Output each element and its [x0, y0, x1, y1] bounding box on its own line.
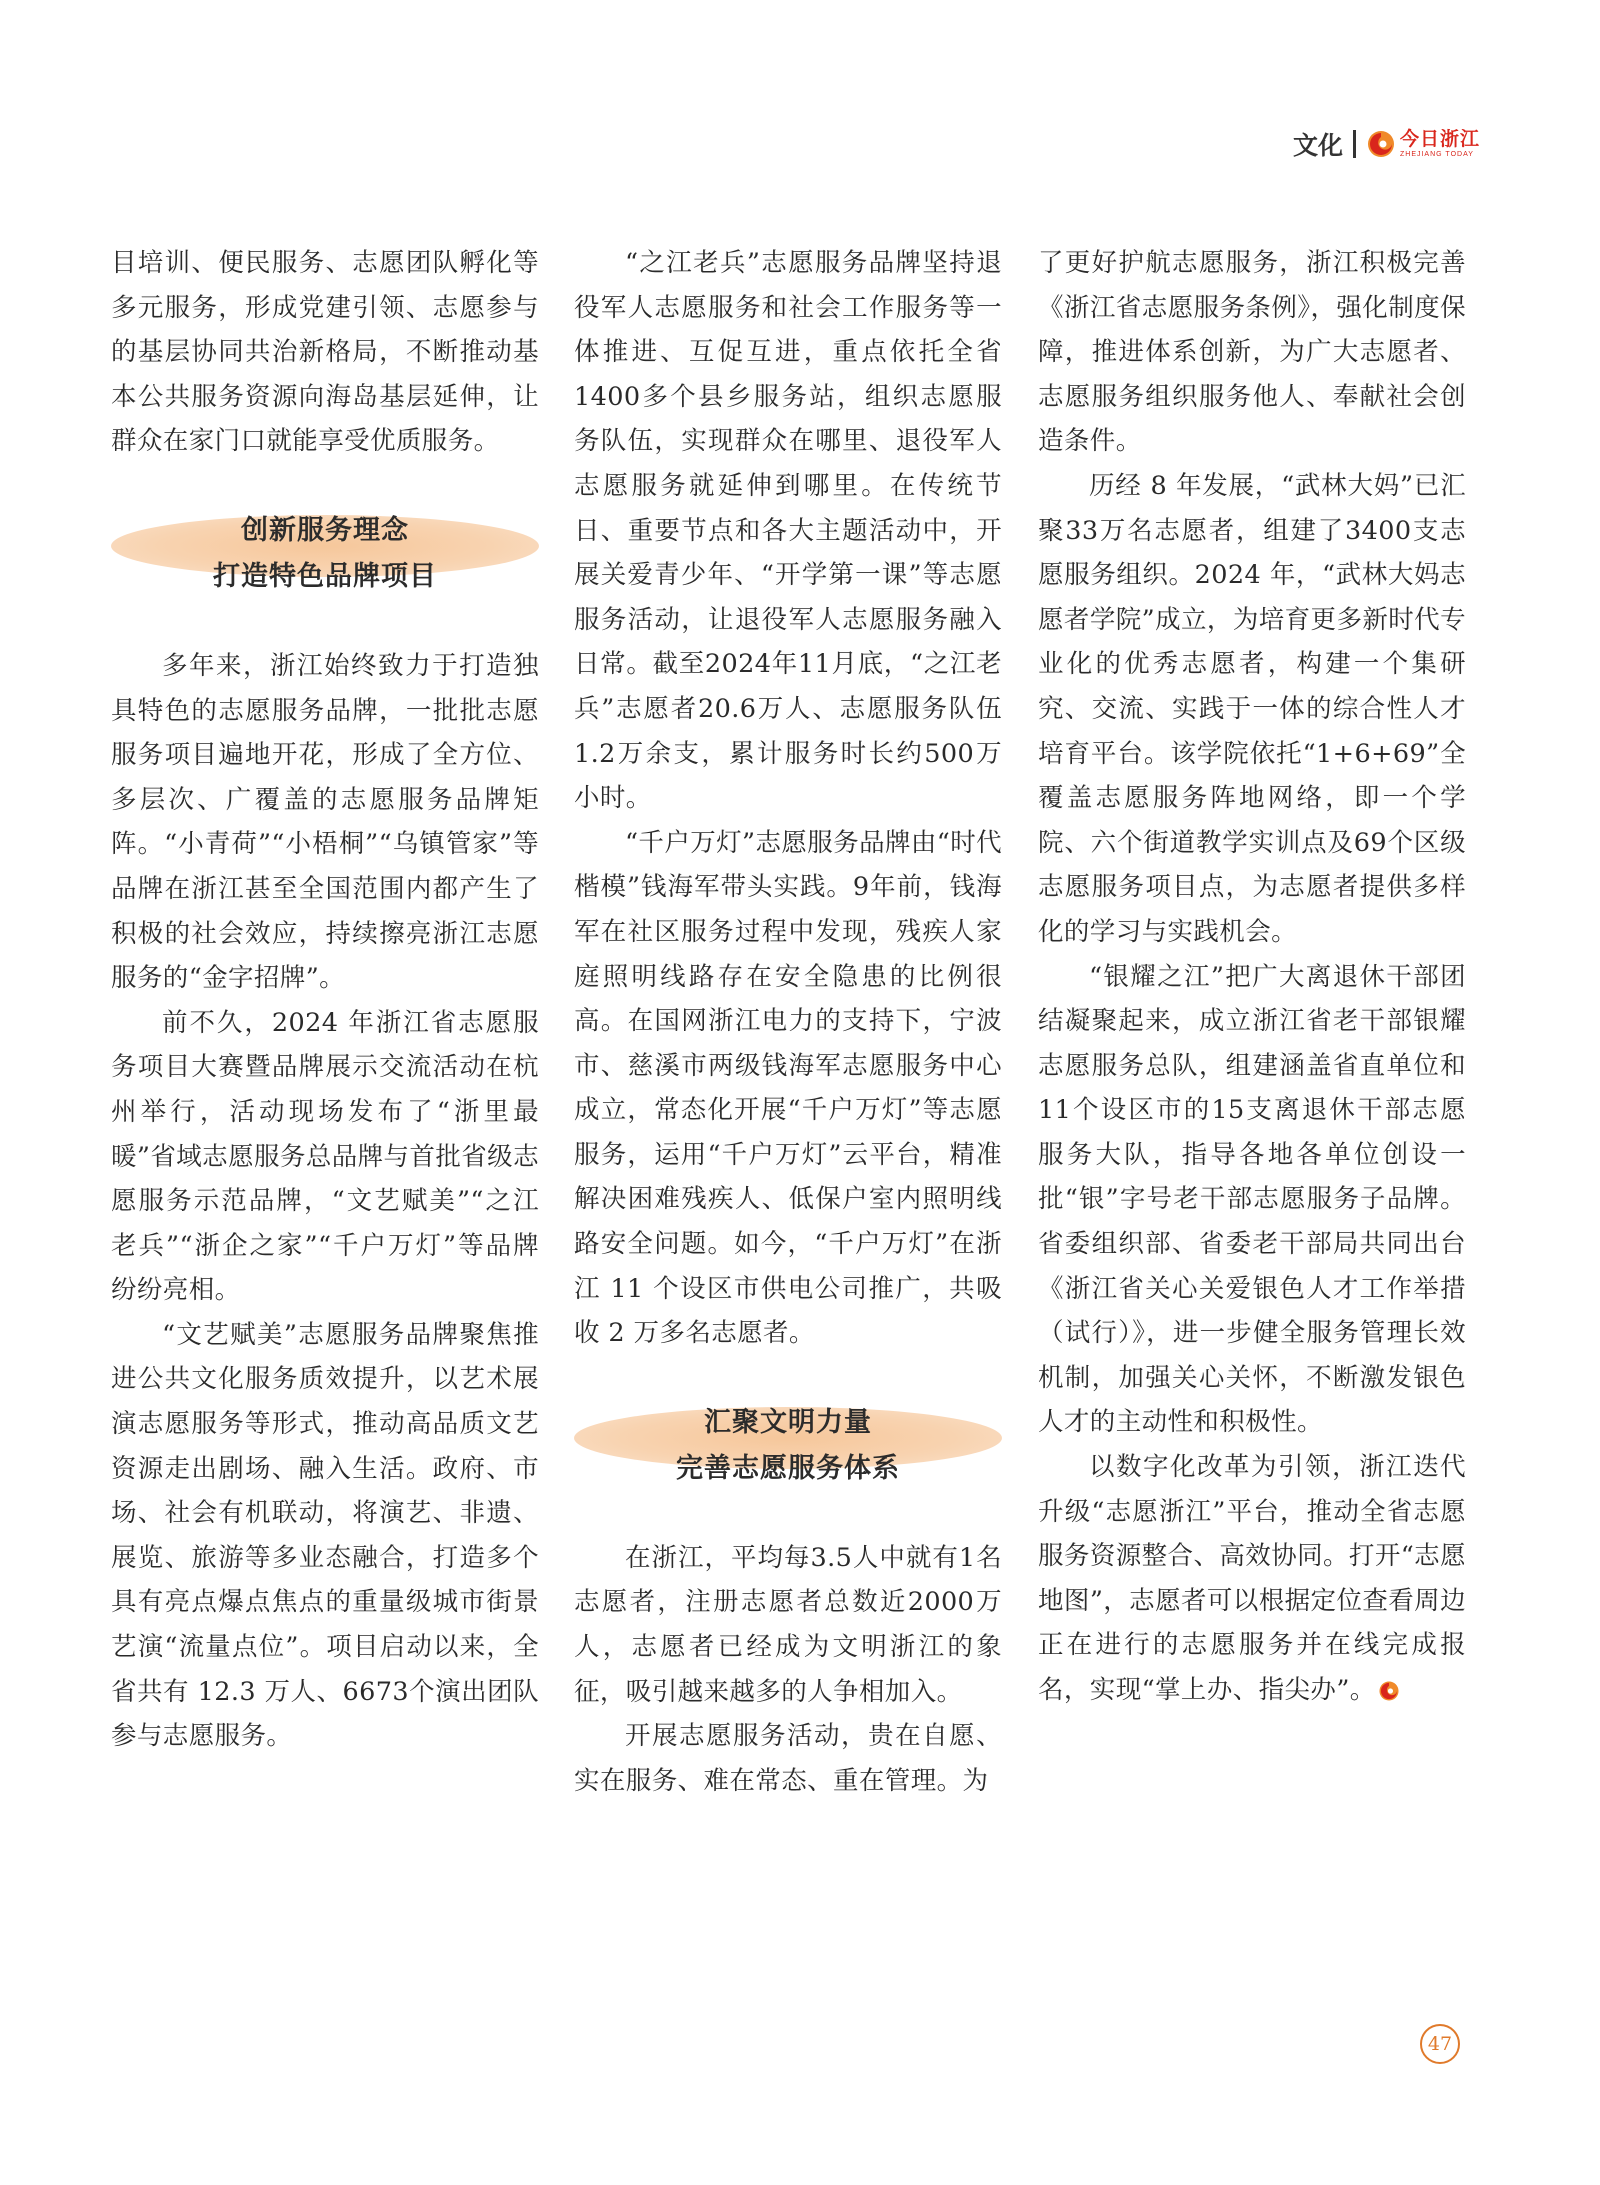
body-paragraph — [574, 1714, 1002, 1803]
paragraph-text: 以数字化改革为引领，浙江迭代升级“志愿浙江”平台，推动全省志愿服务资源整合、高效协同。打开“志愿地图”，志愿者可以根据定位查看周边正在进行的志愿服务并在线完成报名，实现“掌上办、指尖办”。 — [1038, 1452, 1466, 1705]
logo-subtitle: ZHEJIANG TODAY — [1399, 151, 1474, 158]
section-heading — [111, 508, 539, 600]
paragraph-text: 目培训、便民服务、志愿团队孵化等多元服务，形成党建引领、志愿参与的基层协同共治新格局，不断推动基本公共服务资源向海岛基层延伸，让群众在家门口就能享受优质服务。 — [111, 248, 539, 457]
body-paragraph — [1038, 1445, 1466, 1713]
body-paragraph — [111, 644, 539, 1001]
body-paragraph — [574, 241, 1002, 821]
body-paragraph — [111, 1001, 539, 1313]
body-paragraph — [1038, 241, 1466, 464]
body-paragraph — [574, 1536, 1002, 1714]
paragraph-text: “银耀之江”把广大离退休干部团结凝聚起来，成立浙江省老干部银耀志愿服务总队，组建涵盖省直单位和11个设区市的15支离退休干部志愿服务大队，指导各地各单位创设一批“银”字号老干部志愿服务子品牌。省委组织部、省委老干部局共同出台《浙江省关心关爱银色人才工作举措（试行）》，进一步健全服务管理长效机制，加强关心关怀，不断激发银色人才的主动性和积极性。 — [1038, 961, 1466, 1438]
article-end-icon — [1378, 1680, 1400, 1702]
text-column-3 — [1038, 241, 1466, 1713]
heading-line: 汇聚文明力量 — [704, 1406, 872, 1438]
logo-swirl-icon — [1366, 129, 1396, 159]
body-paragraph — [111, 241, 539, 464]
paragraph-text: 多年来，浙江始终致力于打造独具特色的志愿服务品牌，一批批志愿服务项目遍地开花，形成了全方位、多层次、广覆盖的志愿服务品牌矩阵。“小青荷”“小梧桐”“乌镇管家”等品牌在浙江甚至全国范围内都产生了积极的社会效应，持续擦亮浙江志愿服务的“金字招牌”。 — [111, 650, 539, 994]
text-column-2 — [574, 241, 1002, 1803]
header-divider — [1353, 130, 1356, 158]
paragraph-text: 开展志愿服务活动，贵在自愿、实在服务、难在常态、重在管理。为 — [574, 1721, 1002, 1796]
paragraph-text: 前不久，2024 年浙江省志愿服务项目大赛暨品牌展示交流活动在杭州举行，活动现场发布了“浙里最暖”省域志愿服务总品牌与首批省级志愿服务示范品牌，“文艺赋美”“之江老兵”“浙企之家”“千户万灯”等品牌纷纷亮相。 — [111, 1007, 539, 1306]
paragraph-text: 历经 8 年发展，“武林大妈”已汇聚33万名志愿者，组建了3400支志愿服务组织。2024 年，“武林大妈志愿者学院”成立，为培育更多新时代专业化的优秀志愿者，构建一个集研究、交流、实践于一体的综合性人才培育平台。该学院依托“1+6+69”全覆盖志愿服务阵地网络，即一个学院、六个街道教学实训点及69个区级志愿服务项目点，为志愿者提供多样化的学习与实践机会。 — [1038, 470, 1466, 947]
paragraph-text: 在浙江，平均每3.5人中就有1名志愿者，注册志愿者总数近2000万人，志愿者已经成为文明浙江的象征，吸引越来越多的人争相加入。 — [574, 1542, 1002, 1707]
paragraph-text: 了更好护航志愿服务，浙江积极完善《浙江省志愿服务条例》，强化制度保障，推进体系创新，为广大志愿者、志愿服务组织服务他人、奉献社会创造条件。 — [1038, 248, 1466, 457]
paragraph-text: “文艺赋美”志愿服务品牌聚焦推进公共文化服务质效提升，以艺术展演志愿服务等形式，推动高品质文艺资源走出剧场、融入生活。政府、市场、社会有机联动，将演艺、非遗、展览、旅游等多业态融合，打造多个具有亮点爆点焦点的重量级城市街景艺演“流量点位”。项目启动以来，全省共有 12.3 万人、6673个演出团队参与志愿服务。 — [111, 1319, 539, 1752]
section-heading — [574, 1400, 1002, 1492]
body-paragraph — [1038, 464, 1466, 955]
page-header — [1293, 122, 1480, 166]
paragraph-text: “千户万灯”志愿服务品牌由“时代楷模”钱海军带头实践。9年前，钱海军在社区服务过程中发现，残疾人家庭照明线路存在安全隐患的比例很高。在国网浙江电力的支持下，宁波市、慈溪市两级钱海军志愿服务中心成立，常态化开展“千户万灯”等志愿服务，运用“千户万灯”云平台，精准解决困难残疾人、低保户室内照明线路安全问题。如今，“千户万灯”在浙江 11 个设区市供电公司推广，共吸收 2 万多名志愿者。 — [574, 827, 1003, 1349]
page-number: 47 — [1420, 2024, 1460, 2064]
heading-line: 创新服务理念 — [241, 514, 409, 546]
text-column-1 — [111, 241, 539, 1759]
heading-line: 完善志愿服务体系 — [676, 1452, 900, 1484]
body-paragraph — [111, 1313, 539, 1759]
magazine-logo — [1366, 129, 1480, 159]
body-paragraph — [574, 821, 1002, 1356]
section-name: 文化 — [1292, 131, 1343, 160]
heading-line: 打造特色品牌项目 — [213, 560, 437, 592]
body-paragraph — [1038, 955, 1466, 1446]
logo-title: 今日浙江 — [1399, 128, 1480, 150]
paragraph-text: “之江老兵”志愿服务品牌坚持退役军人志愿服务和社会工作服务等一体推进、互促互进，重点依托全省1400多个县乡服务站，组织志愿服务队伍，实现群众在哪里、退役军人志愿服务就延伸到哪里。在传统节日、重要节点和各大主题活动中，开展关爱青少年、“开学第一课”等志愿服务活动，让退役军人志愿服务融入日常。截至2024年11月底，“之江老兵”志愿者20.6万人、志愿服务队伍1.2万余支，累计服务时长约500万小时。 — [574, 248, 1002, 814]
